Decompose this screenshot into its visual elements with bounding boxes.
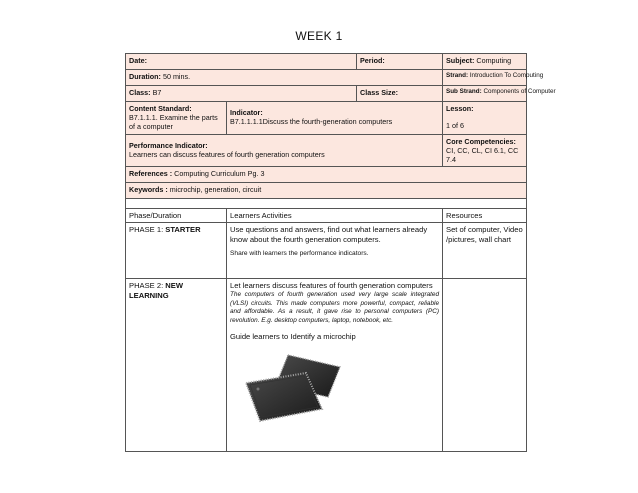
period-label: Period: [360,56,385,65]
column-header-row [126,209,527,223]
phase1-row [126,223,527,279]
phase2-row [126,279,527,452]
col-activities-header: Learners Activities [227,209,443,223]
row-duration [126,70,527,86]
performance-value: Learners can discuss features of fourth generation computers [129,150,325,159]
keywords-value: microchip, generation, circuit [169,185,262,194]
phase2-resources [443,279,527,452]
performance-label: Performance Indicator: [129,141,208,150]
core-cell [443,135,527,167]
strand-value: Introduction To Computing [469,72,544,79]
references-label: References : [129,169,173,178]
row-class [126,86,527,102]
core-label: Core Competencies: [446,137,516,146]
phase2-activity-2: Guide learners to Identify a microchip [230,331,356,341]
row-date [126,54,527,70]
phase2-name: NEW LEARNING [129,281,184,300]
keywords-cell [126,183,527,199]
core-value: CI, CC, CL, CI 6.1, CC 7.4 [446,146,519,164]
duration-value: 50 mins. [162,72,191,81]
spacer-row [126,199,527,209]
col-phase-header: Phase/Duration [126,209,227,223]
phase1-activity-1: Use questions and answers, find out what learners already know about the fourth generation computers. [230,225,428,244]
week-title: WEEK 1 [295,29,343,43]
row-content-standard [126,102,527,135]
class-size-label: Class Size: [360,88,398,97]
date-cell [126,54,357,70]
content-standard-cell [126,102,227,135]
phase1-prefix: PHASE 1: [129,225,166,235]
sub-strand-label: Sub Strand: [446,88,482,95]
lesson-plan-table [125,53,556,452]
class-cell [126,86,357,102]
phase2-note: The computers of fourth generation used very large scale integrated (VLSI) circuits. This made computers more powerful, compact, reliable and affordable. As a result, it gave rise to personal computers (PC) revolution. E.g. desktop computers, laptop, notebook, etc. [230,290,440,324]
strand-cell [443,70,544,86]
class-label: Class: [129,88,151,97]
references-value: Computing Curriculum Pg. 3 [174,169,265,178]
date-label: Date: [129,56,147,65]
content-standard-label: Content Standard: [129,104,192,113]
class-size-cell [357,86,443,102]
lesson-cell [443,102,527,135]
phase2-prefix: PHASE 2: [129,281,166,291]
duration-cell [126,70,443,86]
indicator-cell [227,102,443,135]
phase1-name: STARTER [165,225,201,235]
class-value: B7 [152,88,162,97]
col-resources-header: Resources [443,209,527,223]
phase2-activity-1: Let learners discuss features of fourth generation computers [230,281,433,291]
row-keywords [126,183,527,199]
lesson-value: 1 of 6 [446,121,464,130]
subject-label: Subject: [446,56,475,65]
subject-value: Computing [476,56,512,65]
microchip-image [236,349,356,429]
content-standard-value: B7.1.1.1. Examine the parts of a computer [129,113,218,131]
performance-cell [126,135,443,167]
keywords-label: Keywords : [129,185,168,194]
phase2-cell [126,279,227,452]
phase1-activities [227,223,443,279]
lesson-label: Lesson: [446,104,474,113]
phase1-activity-2: Share with learners the performance indicators. [230,250,369,258]
subject-cell [443,54,527,70]
phase1-resources: Set of computer, Video /pictures, wall chart [443,223,527,279]
indicator-value: B7.1.1.1.1Discuss the fourth-generation computers [230,117,393,126]
phase2-activities [227,279,443,452]
duration-label: Duration: [129,72,161,81]
references-cell [126,167,527,183]
phase1-cell [126,223,227,279]
row-references [126,167,527,183]
strand-label: Strand: [446,72,469,79]
period-cell [357,54,443,70]
sub-strand-value: Components of Computer [483,88,556,95]
indicator-label: Indicator: [230,108,263,117]
row-performance [126,135,527,167]
sub-strand-cell [443,86,556,102]
